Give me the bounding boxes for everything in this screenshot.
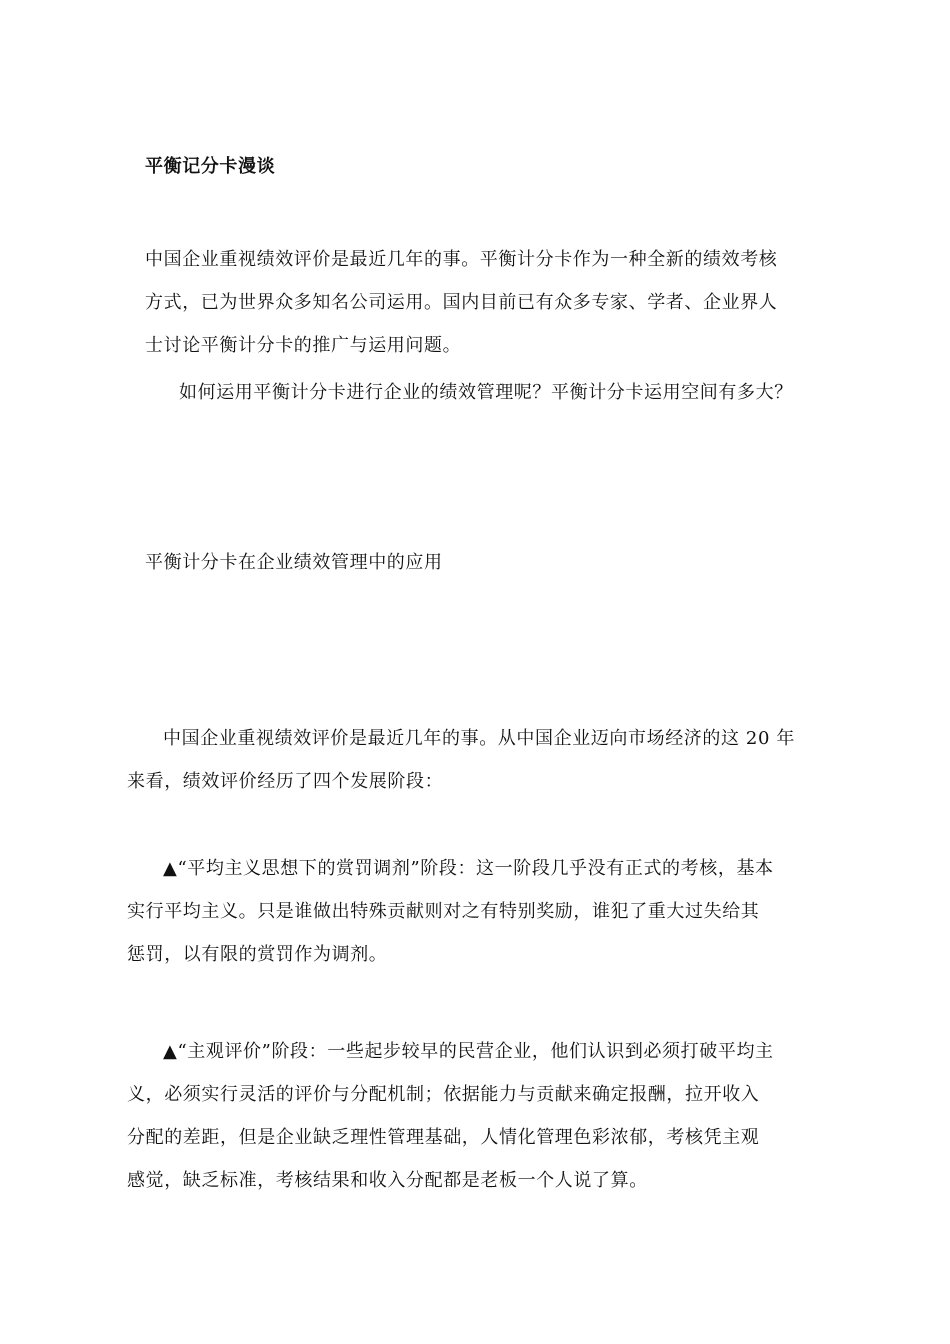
stage1-line-1: ▲“平均主义思想下的赏罚调剂”阶段：这一阶段几乎没有正式的考核，基本 [163,858,774,879]
history-line-2: 来看，绩效评价经历了四个发展阶段： [127,771,444,792]
section-heading: 平衡计分卡在企业绩效管理中的应用 [145,552,443,573]
stage2-line-2: 义，必须实行灵活的评价与分配机制；依据能力与贡献来确定报酬，拉开收入 [127,1084,760,1105]
stage2-paragraph [127,1030,815,1202]
history-line-1: 中国企业重视绩效评价是最近几年的事。从中国企业迈向市场经济的这 20 年 [163,728,795,749]
intro-line-3: 士讨论平衡计分卡的推广与运用问题。 [145,335,462,356]
intro-line-1: 中国企业重视绩效评价是最近几年的事。平衡计分卡作为一种全新的绩效考核 [145,249,778,270]
history-paragraph [127,717,815,803]
stage2-line-1: ▲“主观评价”阶段：一些起步较早的民营企业，他们认识到必须打破平均主 [163,1041,774,1062]
stage1-line-3: 惩罚，以有限的赏罚作为调剂。 [127,944,388,965]
intro-paragraph [145,238,815,367]
stage1-line-2: 实行平均主义。只是谁做出特殊贡献则对之有特别奖励，谁犯了重大过失给其 [127,901,760,922]
document-title: 平衡记分卡漫谈 [145,156,276,177]
intro-line-2: 方式，已为世界众多知名公司运用。国内目前已有众多专家、学者、企业界人 [145,292,778,313]
question-paragraph: 如何运用平衡计分卡进行企业的绩效管理呢？平衡计分卡运用空间有多大？ [179,382,793,403]
stage1-paragraph [127,847,815,976]
stage2-line-3: 分配的差距，但是企业缺乏理性管理基础，人情化管理色彩浓郁，考核凭主观 [127,1127,760,1148]
stage2-line-4: 感觉，缺乏标准，考核结果和收入分配都是老板一个人说了算。 [127,1170,648,1191]
